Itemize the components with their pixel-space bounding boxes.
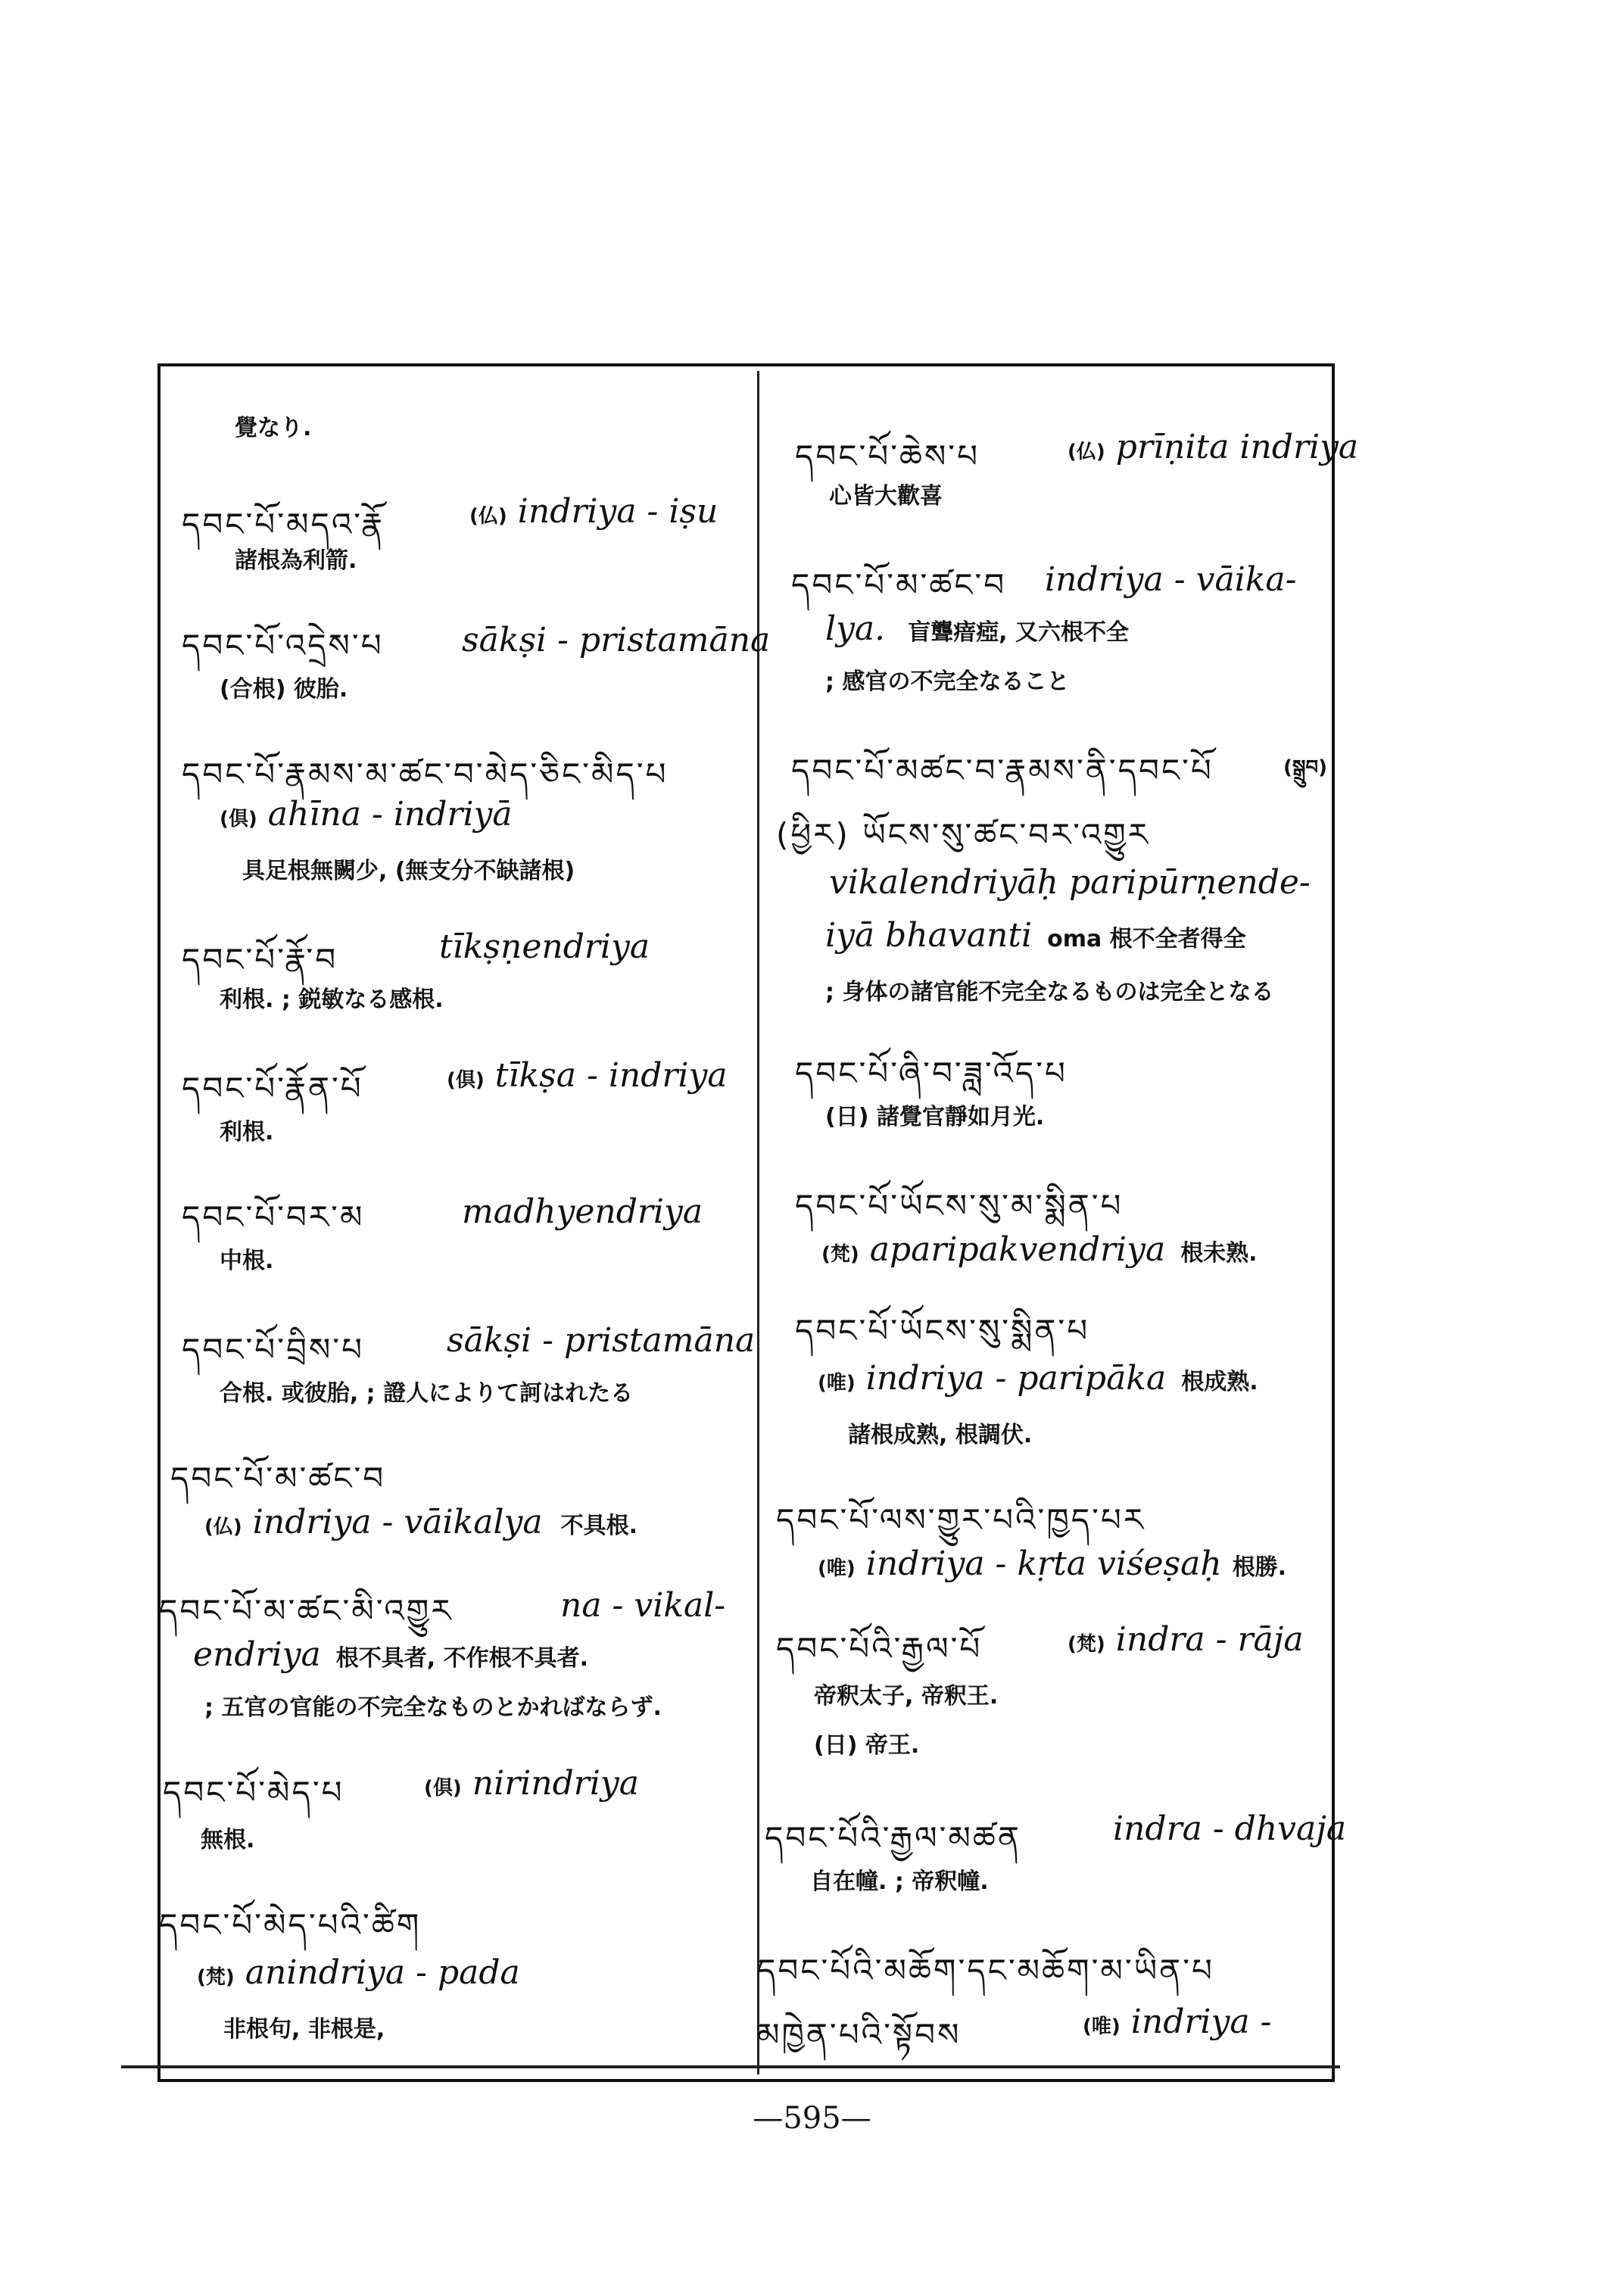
- tibetan-headword: དབང་པོའི་རྒྱལ་མཚན: [765, 1819, 1021, 1856]
- sanskrit-term: vikalendriyāḥ paripūrṇende-: [829, 863, 1311, 902]
- sanskrit-term: indriya - kṛta viśeṣaḥ: [865, 1544, 1222, 1583]
- sanskrit-term: nirindriya: [472, 1764, 639, 1803]
- tibetan-headword: དབང་པོ་མདའ་རྣོ: [182, 506, 385, 543]
- page-number: —595—: [753, 2101, 871, 2136]
- sanskrit-term: lya.: [825, 609, 886, 648]
- tibetan-continuation: (ཕྱིར) ཡོངས་སུ་ཚང་བར་འགྱུར: [776, 816, 1151, 853]
- entry-continuation: 覺なり.: [235, 415, 312, 441]
- source-tag: (唯): [818, 1372, 856, 1395]
- definition: 非根句, 非根是,: [223, 2016, 385, 2043]
- sanskrit-term: madhyendriya: [462, 1192, 703, 1231]
- tibetan-headword: དབང་པོ་མ་ཚང་བ: [791, 566, 1007, 603]
- source-tag: (仏): [1068, 441, 1105, 463]
- tibetan-headword: དབང་པོ་མཚང་བ་རྣམས་ནི་དབང་པོ: [791, 752, 1214, 789]
- tibetan-continuation: མཁྱེན་པའི་སྟོབས: [757, 2016, 962, 2053]
- sanskrit-term: indra - rāja: [1115, 1620, 1304, 1659]
- definition: 中根.: [220, 1248, 274, 1274]
- definition: oma 根不全者得全: [1047, 926, 1246, 952]
- definition: 根不具者, 不作根不具者.: [335, 1645, 588, 1672]
- definition: 自在幢. ; 帝釈幢.: [810, 1869, 989, 1895]
- definition: (日) 帝王.: [814, 1732, 920, 1759]
- sanskrit-term: iyā bhavanti: [825, 916, 1033, 955]
- sanskrit-term: indra - dhvaja: [1113, 1809, 1347, 1848]
- tibetan-headword: དབང་པོ་ཡོངས་སུ་མ་སྨིན་པ: [795, 1187, 1124, 1224]
- tibetan-headword: དབང་པོ་རྣམས་མ་ཚང་བ་མེད་ཅིང་མིད་པ: [182, 756, 669, 793]
- tibetan-headword: དབང་པོ་ཡོངས་སུ་སྨིན་པ: [795, 1312, 1090, 1349]
- tibetan-headword: དབང་པོ་བར་མ: [182, 1198, 365, 1236]
- definition: 根勝.: [1232, 1554, 1287, 1581]
- sanskrit-term: indriya - vāika-: [1045, 560, 1297, 599]
- sanskrit-term: indriya - iṣu: [517, 492, 718, 531]
- definition: 利根. ; 鋭敏なる感根.: [220, 986, 444, 1013]
- definition: 諸根為利箭.: [235, 547, 357, 574]
- definition: 合根. 或彼胎, ; 證人によりて訶はれたる: [220, 1380, 634, 1407]
- sanskrit-term: prīṇita indriya: [1115, 428, 1359, 466]
- definition: 具足根無闕少, (無支分不缺諸根): [242, 858, 575, 884]
- definition: 根成熟.: [1181, 1369, 1258, 1395]
- sanskrit-term: indriya - vāikalya: [252, 1503, 543, 1541]
- source-tag: (倶): [447, 1069, 485, 1092]
- tibetan-headword: དབང་པོ་འདྲེས་པ: [182, 627, 384, 664]
- source-tag: (仏): [469, 505, 507, 528]
- sanskrit-term: tīkṣa - indriya: [494, 1056, 728, 1095]
- definition: 心皆大歡喜: [829, 483, 943, 510]
- tibetan-headword: དབང་པོ་བྲིས་པ: [182, 1331, 365, 1368]
- definition: ; 五官の官能の不完全なものとかればならず.: [204, 1694, 662, 1721]
- frame-bottom-rule: [121, 2065, 1340, 2068]
- sanskrit-term: aparipakvendriya: [869, 1230, 1166, 1269]
- definition: 帝釈太子, 帝釈王.: [814, 1683, 999, 1710]
- sanskrit-term: endriya: [193, 1635, 321, 1674]
- tibetan-headword: དབང་པོའི་རྒྱལ་པོ: [776, 1630, 983, 1667]
- definition: (合根) 彼胎.: [220, 676, 348, 703]
- tibetan-headword: དབང་པོ་ཞི་བ་ཟླ་འོད་པ: [795, 1055, 1068, 1092]
- source-tag: (梵): [821, 1243, 859, 1266]
- tibetan-headword: དབང་པོ་མ་ཚང་བ: [170, 1460, 386, 1497]
- source-tag: (唯): [818, 1557, 856, 1580]
- tibetan-headword: དབང་པོ་ལས་གྱུར་པའི་ཁྱད་པར: [776, 1501, 1146, 1538]
- sanskrit-term: indriya - paripāka: [865, 1359, 1167, 1398]
- definition: 根未熟.: [1180, 1240, 1258, 1267]
- tibetan-headword: དབང་པོ་མེད་པ: [163, 1774, 344, 1811]
- source-tag: (唯): [1083, 2015, 1121, 2038]
- tibetan-headword: དབང་པོ་མེད་པའི་ཚིག: [159, 1906, 422, 1943]
- sanskrit-term: anindriya - pada: [245, 1953, 520, 1992]
- sanskrit-term: sākṣi - pristamāna: [462, 621, 771, 659]
- definition: 不具根.: [560, 1513, 638, 1539]
- source-tag: (倶): [220, 808, 257, 831]
- source-tag: (梵): [197, 1966, 235, 1989]
- sanskrit-term: na - vikal-: [560, 1586, 726, 1625]
- sanskrit-term: tīkṣṇendriya: [439, 927, 650, 966]
- definition: 諸根成熟, 根調伏.: [848, 1422, 1033, 1448]
- tibetan-headword: དབང་པོ་རྣོ་བ: [182, 941, 338, 978]
- source-tag: (梵): [1068, 1633, 1105, 1656]
- tibetan-headword: དབང་པོ་ཆེས་པ: [795, 438, 980, 475]
- source-tag: (སྒྲུབ): [1283, 756, 1327, 779]
- definition: 無根.: [201, 1827, 255, 1853]
- tibetan-headword: དབང་པོའི་མཆོག་དང་མཆོག་མ་ཡིན་པ: [757, 1952, 1214, 1989]
- sanskrit-term: sākṣi - pristamāna: [447, 1321, 756, 1360]
- sanskrit-term: ahīna - indriyā: [267, 795, 513, 834]
- tibetan-headword: དབང་པོ་རྣོན་པོ: [182, 1070, 363, 1107]
- sanskrit-term: indriya -: [1130, 2003, 1272, 2041]
- tibetan-headword: དབང་པོ་མ་ཚང་མི་འགྱུར: [159, 1592, 454, 1629]
- definition: ; 感官の不完全なること: [825, 669, 1070, 695]
- definition: 盲聾瘖瘂, 又六根不全: [908, 619, 1129, 646]
- definition: ; 身体の諸官能不完全なるものは完全となる: [825, 979, 1274, 1005]
- source-tag: (倶): [424, 1777, 462, 1800]
- source-tag: (仏): [204, 1516, 242, 1538]
- definition: (日) 諸覺官靜如月光.: [825, 1104, 1045, 1130]
- definition: 利根.: [220, 1119, 274, 1145]
